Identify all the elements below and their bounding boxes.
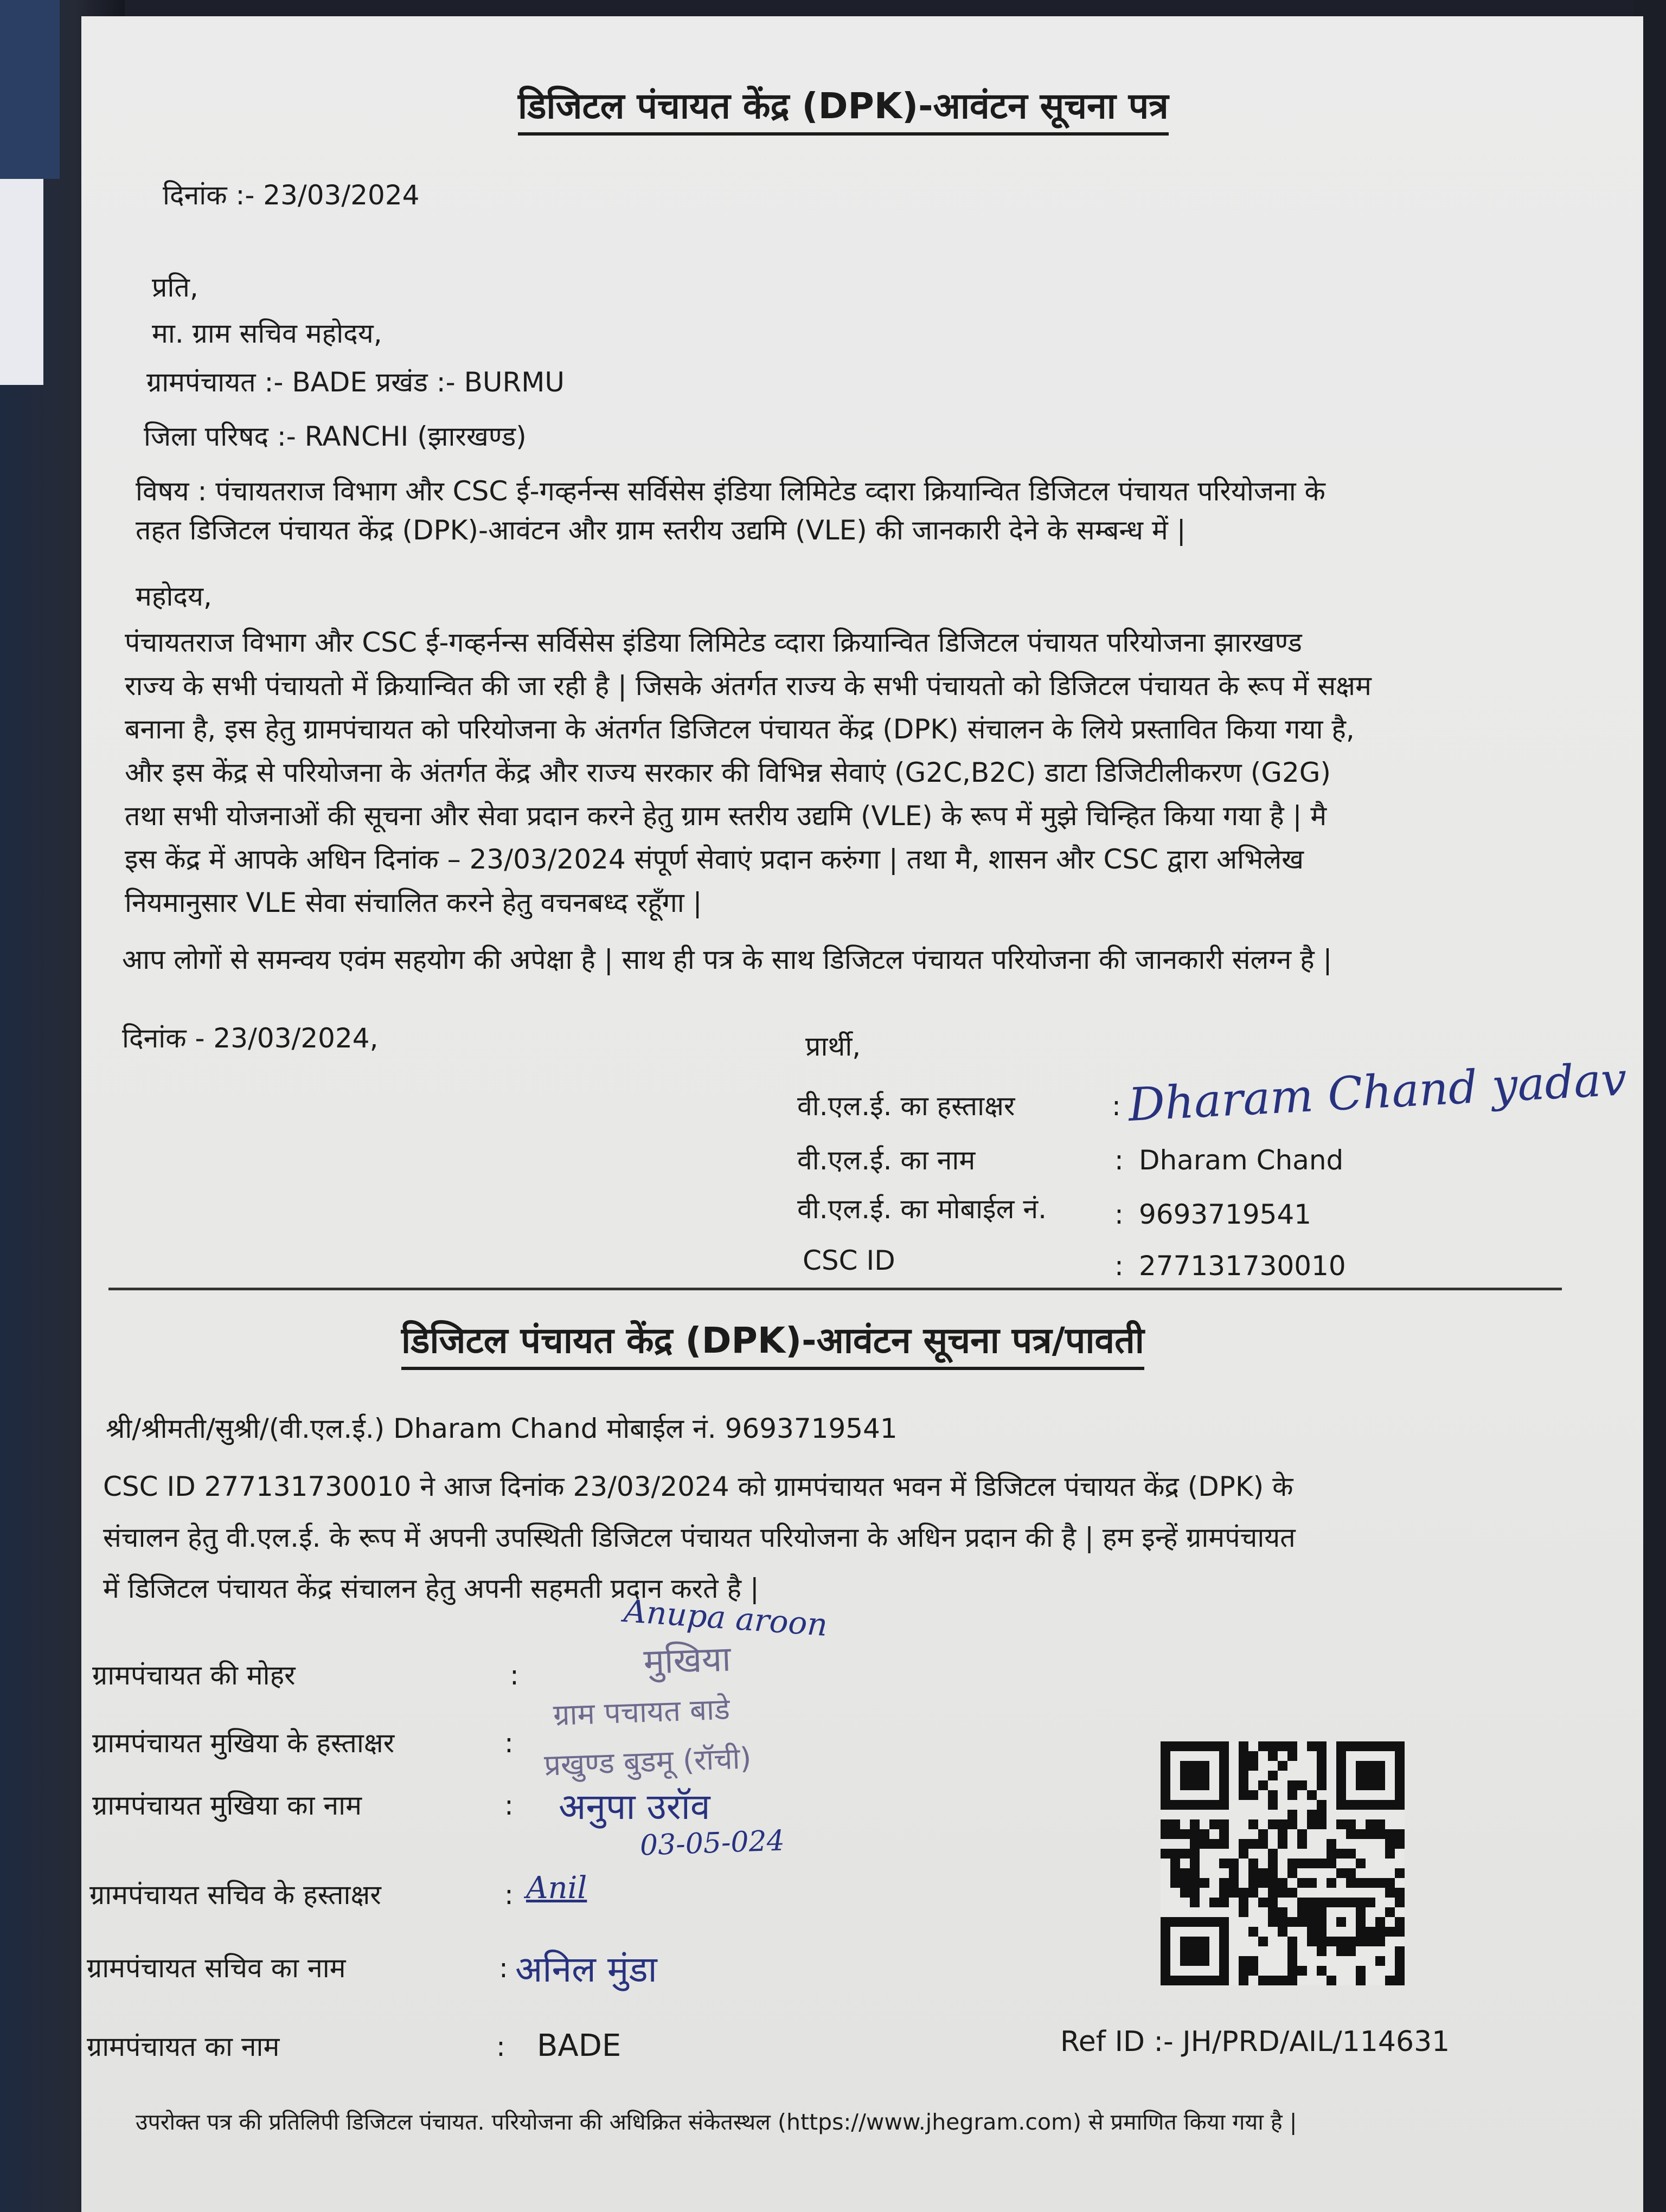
colon: : <box>1112 1090 1121 1122</box>
body-line: और इस केंद्र से परियोजना के अंतर्गत केंद्र और राज्य सरकार की विभिन्न सेवाएं (G2C,B2C) डाटा डिजिटीलीकरण (G2G) <box>125 757 1331 788</box>
panchayat-stamp <box>540 1634 752 1790</box>
body-line: इस केंद्र में आपके अधिन दिनांक – 23/03/2024 संपूर्ण सेवाएं प्रदान करुंगा | तथा मै, शासन और CSC द्वारा अभिलेख <box>125 844 1304 875</box>
document-paper <box>81 16 1643 2212</box>
district-line: जिला परिषद :- RANCHI (झारखण्ड) <box>144 421 527 452</box>
csc-id-label: CSC ID <box>803 1245 895 1276</box>
mukhiya-handwritten-name: अनुपा उरॉव <box>559 1786 710 1828</box>
mukhiya-signature-label: ग्रामपंचायत मुखिया के हस्ताक्षर <box>92 1727 395 1759</box>
background-blue-cloth <box>0 0 60 179</box>
mukhiya-signature: Anupa aroon <box>623 1592 829 1644</box>
notice-title: डिजिटल पंचायत केंद्र (DPK)-आवंटन सूचना पत्र <box>518 80 1169 136</box>
body-line: तथा सभी योजनाओं की सूचना और सेवा प्रदान करने हेतु ग्राम स्तरीय उद्यमि (VLE) के रूप में मुझे चिन्हित किया गया है | मै <box>125 800 1327 832</box>
stamp-line: ग्राम पचायत बाडे <box>552 1692 731 1732</box>
colon: : <box>510 1660 519 1691</box>
vle-signature: Dharam Chand yadav <box>1127 1052 1628 1132</box>
notice-date: दिनांक :- 23/03/2024 <box>163 179 420 211</box>
notice-body <box>125 621 1372 924</box>
colon: : <box>496 2031 505 2062</box>
sachiv-handwritten-name: अनिल मुंडा <box>515 1949 657 1990</box>
ref-id: Ref ID :- JH/PRD/AIL/114631 <box>1060 2025 1450 2058</box>
receipt-body-line: संचालन हेतु वी.एल.ई. के रूप में अपनी उपस्थिती डिजिटल पंचायत परियोजना के अधिन प्रदान की है | हम इन्हें ग्रामपंचायत <box>103 1522 1296 1553</box>
colon: : <box>499 1952 508 1984</box>
applicant-label: प्रार्थी, <box>805 1031 861 1062</box>
vle-name-label: वी.एल.ई. का नाम <box>797 1144 976 1176</box>
bottom-date: दिनांक - 23/03/2024, <box>122 1023 379 1054</box>
vle-signature-label: वी.एल.ई. का हस्ताक्षर <box>797 1090 1015 1122</box>
receipt-body-line: CSC ID 277131730010 ने आज दिनांक 23/03/2024 को ग्रामपंचायत भवन में डिजिटल पंचायत केंद्र (DPK) के <box>103 1471 1293 1502</box>
colon: : <box>1114 1144 1124 1176</box>
addressee: मा. ग्राम सचिव महोदय, <box>152 318 382 349</box>
section-divider <box>108 1288 1562 1290</box>
salutation: महोदय, <box>136 581 212 612</box>
mukhiya-name-label: ग्रामपंचायत मुखिया का नाम <box>92 1790 362 1821</box>
receipt-body-line: में डिजिटल पंचायत केंद्र संचालन हेतु अपनी सहमती प्रदान करते है | <box>103 1573 759 1604</box>
body-line: बनाना है, इस हेतु ग्रामपंचायत को परियोजना के अंतर्गत डिजिटल पंचायत केंद्र (DPK) संचालन के लिये प्रस्तावित किया गया है, <box>125 713 1355 745</box>
sachiv-name-label: ग्रामपंचायत सचिव का नाम <box>87 1952 346 1984</box>
colon: : <box>504 1879 514 1911</box>
background-white-strip <box>0 179 43 385</box>
sachiv-signature-label: ग्रामपंचायत सचिव के हस्ताक्षर <box>89 1879 381 1911</box>
panchayat-name-label: ग्रामपंचायत का नाम <box>87 2031 280 2062</box>
body-line: राज्य के सभी पंचायतो में क्रियान्वित की जा रही है | जिसके अंतर्गत राज्य के सभी पंचायतो को डिजिटल पंचायत के रूप में सक्षम <box>125 670 1372 702</box>
subject-line: तहत डिजिटल पंचायत केंद्र (DPK)-आवंटन और ग्राम स्तरीय उद्यमि (VLE) की जानकारी देने के सम्बन्ध में | <box>136 515 1186 546</box>
vle-name: Dharam Chand <box>1139 1144 1344 1176</box>
panchayat-name-value: BADE <box>537 2028 621 2063</box>
csc-id: 277131730010 <box>1139 1250 1346 1282</box>
body-line: नियमानुसार VLE सेवा संचालित करने हेतु वचनबध्द रहूँगा | <box>125 887 702 918</box>
subject-line: विषय : पंचायतराज विभाग और CSC ई-गव्हर्नन्स सर्विसेस इंडिया लिमिटेड व्दारा क्रियान्वित डिजिटल पंचायत परियोजना के <box>136 475 1325 507</box>
mukhiya-handwritten-date: 03-05-024 <box>639 1824 785 1862</box>
closing-line: आप लोगों से समन्वय एवंम सहयोग की अपेक्षा है | साथ ही पत्र के साथ डिजिटल पंचायत परियोजना की जानकारी संलग्न है | <box>122 944 1332 975</box>
qr-code-icon <box>1161 1741 1405 1985</box>
colon: : <box>504 1727 514 1759</box>
body-line: पंचायतराज विभाग और CSC ई-गव्हर्नन्स सर्विसेस इंडिया लिमिटेड व्दारा क्रियान्वित डिजिटल पंचायत परियोजना झारखण्ड <box>125 627 1302 658</box>
footer-note: उपरोक्त पत्र की प्रतिलिपी डिजिटल पंचायत. परियोजना की अधिक्रित संकेतस्थल (https://www.jhegram.com) से प्रमाणित किया गया है | <box>136 2109 1297 2135</box>
stamp-line: मुखिया <box>643 1639 732 1683</box>
sachiv-signature: Anil <box>526 1870 587 1906</box>
receipt-title: डिजिटल पंचायत केंद्र (DPK)-आवंटन सूचना पत्र/पावती <box>401 1315 1144 1370</box>
stamp-label: ग्रामपंचायत की मोहर <box>92 1660 296 1691</box>
stamp-line: प्रखुण्ड बुडमू (रॉची) <box>543 1741 752 1783</box>
vle-mobile: 9693719541 <box>1139 1199 1312 1230</box>
receipt-vle-line: श्री/श्रीमती/सुश्री/(वी.एल.ई.) Dharam Chand मोबाईल नं. 9693719541 <box>106 1413 898 1444</box>
subject <box>136 472 1325 550</box>
receipt-body <box>103 1461 1296 1614</box>
colon: : <box>504 1790 514 1821</box>
vle-mobile-label: वी.एल.ई. का मोबाईल नं. <box>797 1193 1047 1225</box>
colon: : <box>1114 1250 1124 1282</box>
colon: : <box>1114 1199 1124 1230</box>
recipient-prefix: प्रति, <box>152 272 198 303</box>
panchayat-line: ग्रामपंचायत :- BADE प्रखंड :- BURMU <box>146 366 565 398</box>
